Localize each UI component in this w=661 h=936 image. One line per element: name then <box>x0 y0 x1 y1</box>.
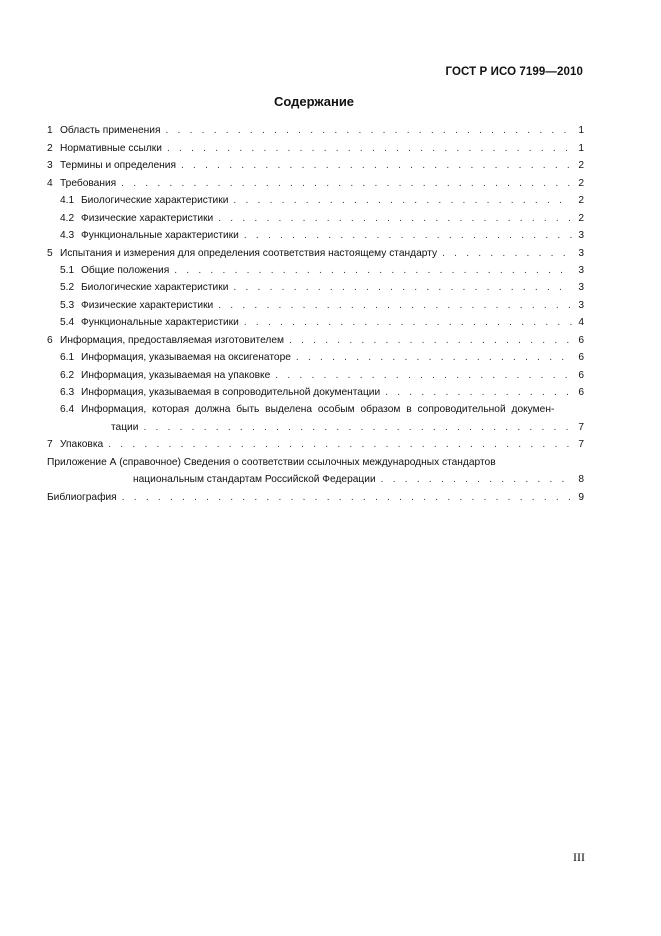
toc-entry-6-3[interactable] <box>47 382 584 399</box>
dot-leader <box>167 143 572 155</box>
toc-entry-number: 1 <box>47 125 53 137</box>
toc-title: Содержание <box>273 94 355 109</box>
toc-entry-5-1[interactable] <box>47 260 584 277</box>
toc-entry-4-2[interactable] <box>47 207 584 224</box>
dot-leader <box>174 265 572 277</box>
toc-entry-label: Область применения <box>60 125 161 137</box>
toc-entry-appendix-a[interactable] <box>47 451 584 486</box>
toc-entry-bibliography[interactable] <box>47 486 584 503</box>
toc-entry-number: 5 <box>47 247 53 259</box>
toc-entry-page: 6 <box>578 369 584 381</box>
toc-entry-1[interactable] <box>47 120 584 137</box>
toc-entry-5-4[interactable] <box>47 312 584 329</box>
toc-entry-5[interactable] <box>47 242 584 259</box>
toc-entry-page: 7 <box>578 439 584 451</box>
toc-entry-page: 2 <box>578 212 584 224</box>
toc-entry-number: 5.3 <box>60 299 75 311</box>
toc-entry-label: Требования <box>60 177 117 189</box>
dot-leader <box>381 474 572 486</box>
toc-entry-number: 5.4 <box>60 317 75 329</box>
dot-leader <box>233 195 572 207</box>
toc-entry-page: 6 <box>578 334 584 346</box>
toc-entry-page: 1 <box>578 125 584 137</box>
toc-entry-label: Физические характеристики <box>81 212 214 224</box>
dot-leader <box>165 125 572 137</box>
toc-entry-number: 4.2 <box>60 212 75 224</box>
toc-entry-6[interactable] <box>47 329 584 346</box>
toc-entry-line <box>47 451 584 468</box>
dot-leader <box>442 248 572 260</box>
toc-entry-label: Физические характеристики <box>81 299 214 311</box>
toc-entry-page: 3 <box>578 282 584 294</box>
dot-leader <box>218 213 572 225</box>
toc-entry-label: Приложение А (справочное) Сведения о соответствии ссылочных международных стандартов <box>47 456 496 468</box>
table-of-contents <box>47 120 584 504</box>
toc-entry-4-3[interactable] <box>47 225 584 242</box>
toc-entry-number: 3 <box>47 160 53 172</box>
toc-entry-label: Информация, которая должна быть выделена особым образом в сопроводительной докумен- <box>81 404 555 416</box>
toc-entry-label: Биологические характеристики <box>81 195 229 207</box>
toc-entry-number: 5.2 <box>60 282 75 294</box>
toc-entry-page: 8 <box>578 474 584 486</box>
dot-leader <box>233 282 572 294</box>
dot-leader <box>385 387 572 399</box>
toc-entry-6-4[interactable] <box>47 399 584 434</box>
toc-entry-label: Общие положения <box>81 264 170 276</box>
toc-entry-page: 3 <box>578 264 584 276</box>
dot-leader <box>275 370 572 382</box>
dot-leader <box>289 335 572 347</box>
toc-entry-number: 6.3 <box>60 387 75 398</box>
toc-entry-page: 3 <box>578 247 584 259</box>
dot-leader <box>296 352 572 364</box>
toc-entry-page: 3 <box>578 299 584 311</box>
toc-entry-number: 6.1 <box>60 352 75 364</box>
document-code: ГОСТ Р ИСО 7199—2010 <box>445 66 583 78</box>
dot-leader <box>143 422 572 434</box>
toc-entry-label: Термины и определения <box>60 160 176 172</box>
toc-entry-label: Библиография <box>47 491 117 503</box>
toc-entry-label-continued: национальным стандартам Российской Федерации <box>133 474 376 486</box>
toc-entry-7[interactable] <box>47 434 584 451</box>
toc-entry-page: 2 <box>578 177 584 189</box>
toc-entry-label: Информация, указываемая на оксигенаторе <box>81 352 291 364</box>
toc-entry-label: Информация, предоставляемая изготовителем <box>60 334 285 346</box>
dot-leader <box>244 230 572 242</box>
toc-entry-label: Функциональные характеристики <box>81 317 239 329</box>
toc-entry-number: 2 <box>47 142 53 154</box>
toc-entry-line <box>60 399 584 416</box>
toc-entry-label: Нормативные ссылки <box>60 142 162 154</box>
toc-entry-page: 2 <box>578 195 584 207</box>
toc-entry-2[interactable] <box>47 137 584 154</box>
toc-entry-number: 4.3 <box>60 230 75 242</box>
toc-entry-label: Биологические характеристики <box>81 282 229 294</box>
dot-leader <box>181 160 572 172</box>
toc-entry-number: 6.2 <box>60 369 75 381</box>
toc-entry-label: Функциональные характеристики <box>81 230 239 242</box>
toc-entry-5-2[interactable] <box>47 277 584 294</box>
toc-entry-6-2[interactable] <box>47 364 584 381</box>
dot-leader <box>108 439 572 451</box>
toc-entry-label: Информация, указываемая на упаковке <box>81 369 271 381</box>
toc-entry-page: 9 <box>578 491 584 503</box>
dot-leader <box>244 317 572 329</box>
toc-entry-line <box>47 469 584 486</box>
toc-entry-number: 6.4 <box>60 404 75 416</box>
toc-entry-5-3[interactable] <box>47 294 584 311</box>
toc-entry-page: 2 <box>578 160 584 172</box>
toc-entry-page: 6 <box>578 387 584 398</box>
dot-leader <box>122 492 572 504</box>
toc-entry-page: 7 <box>578 421 584 433</box>
toc-entry-number: 7 <box>47 439 53 451</box>
toc-entry-number: 4.1 <box>60 195 75 207</box>
toc-entry-label: Информация, указываемая в сопроводительной документации <box>81 387 381 398</box>
toc-entry-page: 4 <box>578 317 584 329</box>
toc-entry-page: 6 <box>578 352 584 364</box>
toc-entry-page: 1 <box>578 142 584 154</box>
toc-entry-number: 6 <box>47 334 53 346</box>
toc-entry-page: 3 <box>578 230 584 242</box>
toc-entry-4[interactable] <box>47 172 584 189</box>
toc-entry-number: 5.1 <box>60 264 75 276</box>
toc-entry-label: Испытания и измерения для определения соответствия настоящему стандарту <box>60 247 438 259</box>
toc-entry-label: Упаковка <box>60 439 104 451</box>
toc-entry-number: 4 <box>47 177 53 189</box>
toc-entry-label-continued: тации <box>111 421 139 433</box>
toc-entry-3[interactable] <box>47 155 584 172</box>
toc-entry-line <box>60 416 584 433</box>
dot-leader <box>218 300 572 312</box>
dot-leader <box>121 178 572 190</box>
toc-entry-6-1[interactable] <box>47 347 584 364</box>
toc-entry-4-1[interactable] <box>47 190 584 207</box>
page-folio: III <box>573 850 585 864</box>
